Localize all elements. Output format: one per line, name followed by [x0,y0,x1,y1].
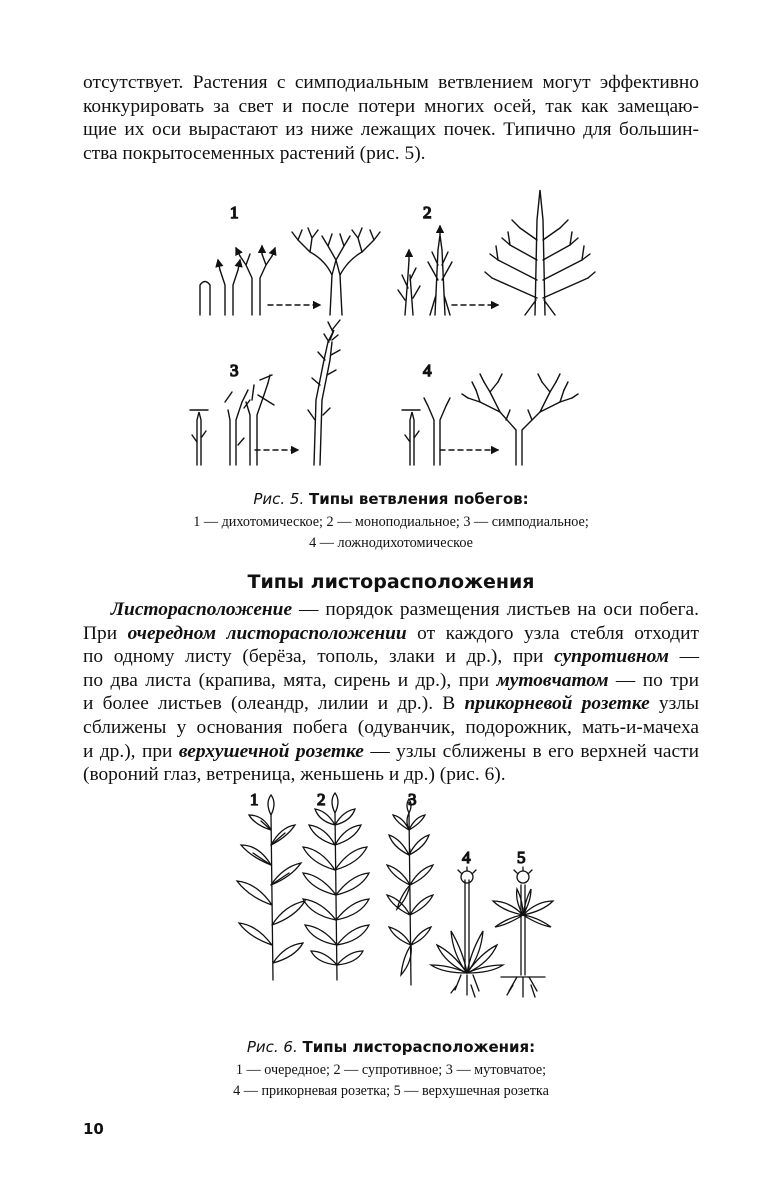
fig6-label-4: 4 [462,848,471,867]
fig6-basal-rosette-drawing [431,867,503,997]
leaf-arrangement-paragraph [83,598,699,787]
fig5-caption-title [0,490,782,508]
text-line: ства покрытосеменных растений (рис. 5). [83,142,426,164]
term-opposite: супротивном [554,646,669,668]
text-line: сближены у основания побега (одуванчик, подорожник, мать-и-мачеха [83,716,699,738]
fig5-caption-line-2: 4 — ложнодихотомическое [309,535,473,551]
text-line: щие их оси вырастают из ниже лежащих почек. Типично для большин- [83,119,699,141]
text-line: Листорасположение — порядок размещения листьев на оси побега. [110,599,700,620]
fig5-caption-heading: Типы ветвления побегов: [309,490,529,508]
text-line: и более листьев (олеандр, лилии и др.). В прикорневой розетке узлы [83,693,699,715]
term-basal-rosette: прикорневой розетке [464,693,650,715]
term-whorled: мутовчатом [496,669,609,691]
fig6-label-2: 2 [317,790,326,809]
fig6-label-1: 1 [250,790,259,809]
page-number: 10 [83,1120,104,1138]
fig5-caption-line-1: 1 — дихотомическое; 2 — моноподиальное; 3 — симподиальное; [193,514,589,530]
term-alternate: очередном листорасположении [127,622,407,644]
fig6-caption-title [0,1038,782,1056]
figure-5-branching-types [180,180,740,480]
text-line: (вороний глаз, ветреница, женьшень и др.) (рис. 6). [83,764,506,786]
fig5-label-4: 4 [423,361,432,380]
term-phyllotaxis: Листорасположение [110,599,293,620]
text-line: При очередном листорасположении от каждого узла стебля отходит [83,622,699,644]
fig5-sympodial-drawing [190,320,340,465]
fig5-label-3: 3 [230,361,239,380]
fig5-caption-number: Рис. 5. [253,490,305,508]
term-apical-rosette: верхушечной розетке [178,740,364,762]
section-heading: Типы листорасположения [247,571,535,593]
fig6-caption-line-1: 1 — очередное; 2 — супротивное; 3 — мутовчатое; [235,1062,547,1078]
fig6-label-5: 5 [517,848,526,867]
text-line: по одному листу (берёза, тополь, злаки и др.), при супротивном — [83,646,699,668]
fig6-label-3: 3 [408,790,417,809]
fig6-apical-rosette-drawing [493,867,553,997]
fig6-caption-heading: Типы листорасположения: [302,1038,536,1056]
fig6-opposite-drawing [303,793,369,980]
figure-6-leaf-arrangement [225,785,565,1020]
fig6-caption-number: Рис. 6. [246,1038,298,1056]
intro-paragraph [83,71,699,165]
fig6-whorled-drawing [387,799,433,985]
fig5-label-2: 2 [423,203,432,222]
fig5-false-dichotomous-drawing [402,374,578,465]
fig6-alternate-drawing [237,795,305,980]
text-line: по два листа (крапива, мята, сирень и др.), при мутовчатом — по три [83,669,699,691]
fig5-dichotomous-drawing [200,228,380,315]
fig5-label-1: 1 [230,203,239,222]
text-line: конкурировать за свет и после потери многих осей, так как замещаю- [83,95,699,117]
text-line: отсутствует. Растения с симподиальным ветвлением могут эффективно [83,72,699,93]
text-line: и др.), при верхушечной розетке — узлы сближены в его верхней части [83,740,699,762]
fig6-caption-line-2: 4 — прикорневая розетка; 5 — верхушечная розетка [233,1083,549,1099]
